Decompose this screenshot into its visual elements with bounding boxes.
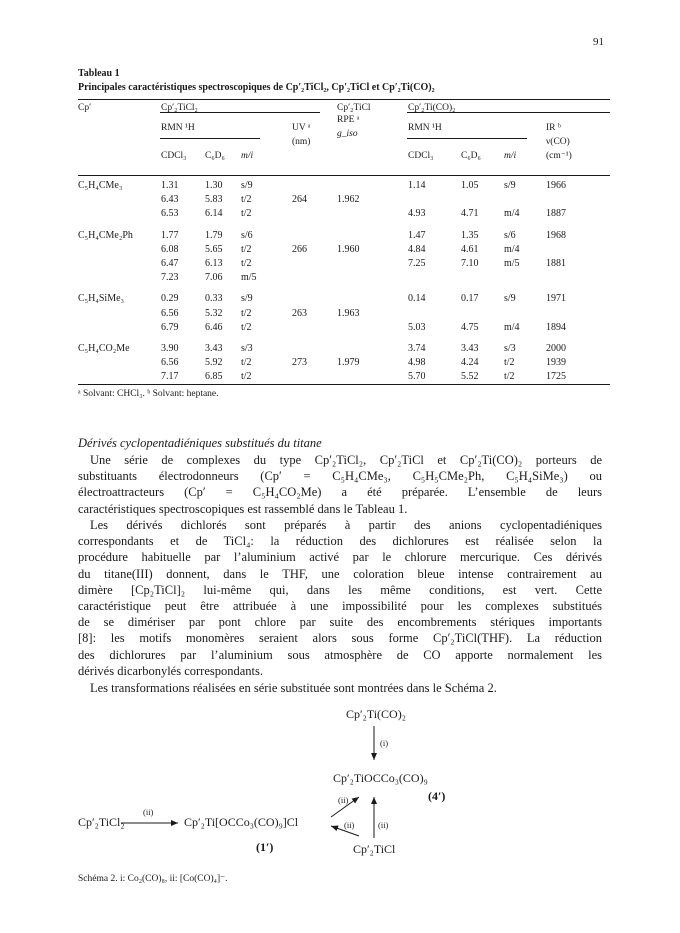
table-cell: 6.14: [205, 208, 223, 220]
table-row-label: C₅H₄CO₂Me: [78, 343, 130, 354]
table-cell: 5.92: [205, 357, 223, 369]
paragraph-line: caractéristique peut être attribuée à une impossibilité pour les complexes substitués: [78, 598, 602, 613]
scheme-center-compound: Cp′₂Ti[OCCo₃(CO)₉]Cl: [184, 815, 299, 829]
table-cell: 1.47: [408, 229, 426, 241]
table-cell: 4.24: [461, 357, 479, 369]
table-cell: 7.10: [461, 258, 479, 269]
table-cell: 0.14: [408, 293, 426, 305]
table-cell: 7.06: [205, 272, 223, 284]
table-cell: 7.23: [161, 272, 179, 284]
table-cell: 6.53: [161, 208, 179, 220]
table-cell: t/2: [241, 371, 252, 383]
paragraph-line: Les transformations réalisées en série substituée sont montrées dans le Schéma 2.: [90, 681, 497, 695]
table-cell: m/4: [504, 243, 520, 255]
header-cdcl3-b: CDCl₃: [408, 151, 434, 161]
header-rpe: RPE ᵃ: [337, 115, 360, 125]
table-cell: 1725: [546, 371, 566, 383]
table-cell: 1.79: [205, 229, 223, 241]
scheme-reagent-ii-up: (ii): [338, 795, 349, 805]
header-c6d6-b: C₆D₆: [461, 151, 481, 161]
table-footnote: ᵃ Solvant: CHCl₃. ᵇ Solvant: heptane.: [78, 389, 219, 399]
header-uv: UV ᵃ: [292, 123, 311, 133]
table-cell: 2000: [546, 343, 566, 354]
table-cell: 1.962: [337, 194, 360, 206]
header-cdcl3: CDCl₃: [161, 151, 187, 161]
table-cell: 5.32: [205, 307, 223, 319]
table-label: Tableau 1: [78, 68, 120, 79]
header-group3: Cp′₂Ti(CO)₂: [408, 103, 456, 113]
table-cell: t/2: [241, 258, 252, 269]
paragraph-line: du titane(III) donnent, dans le THF, une coloration bleue intense contrairement au: [78, 566, 602, 581]
table-cell: 5.03: [408, 321, 426, 333]
table-cell: 6.43: [161, 194, 179, 206]
scheme-mid-compound: Cp′₂TiOCCo₃(CO)₉: [333, 771, 428, 785]
table-cell: t/2: [241, 321, 252, 333]
table-cell: 6.85: [205, 371, 223, 383]
table-cell: 5.65: [205, 243, 223, 255]
table-cell: t/2: [504, 357, 515, 369]
table-cell: s/3: [504, 343, 516, 354]
scheme-reagent-ii-vertical: (ii): [378, 820, 389, 830]
table-cell: 264: [292, 194, 307, 206]
table-cell: s/3: [241, 343, 253, 354]
table-cell: 6.13: [205, 258, 223, 269]
paragraph-line: dérivés dicarbonylés correspondants.: [78, 663, 264, 678]
table-cell: 0.29: [161, 293, 179, 305]
header-ir-unit: (cm⁻¹): [546, 151, 572, 161]
page-number: 91: [593, 36, 604, 48]
table-cell: t/2: [504, 371, 515, 383]
scheme-reagent-ii-left: (ii): [143, 807, 154, 817]
table-cell: 6.79: [161, 321, 179, 333]
table-cell: 266: [292, 243, 307, 255]
table-cell: m/5: [504, 258, 520, 269]
table-row-label: C₅H₄SiMe₃: [78, 293, 125, 305]
table-cell: 4.61: [461, 243, 479, 255]
table-cell: 1971: [546, 293, 566, 305]
scheme-reagent-i: (i): [380, 738, 389, 748]
table-row-label: C₅H₄CMe₂Ph: [78, 229, 133, 241]
paragraph-line: des dichlorures par l’aluminium sous atmosphère de CO apporte normalement les: [78, 647, 602, 662]
table-cell: 1881: [546, 258, 566, 269]
table-cell: m/5: [241, 272, 257, 284]
paragraph-line: électroattracteurs (Cp′ = C₅H₄CO₂Me) a été préparée. L’ensemble de leurs: [78, 485, 602, 500]
section-title: Dérivés cyclopentadiéniques substitués du titane: [78, 436, 322, 450]
table-cell: 6.08: [161, 243, 179, 255]
table-cell: 7.17: [161, 371, 179, 383]
table-cell: 3.90: [161, 343, 179, 354]
table-cell: 3.43: [205, 343, 223, 354]
scheme-mid-label: (4′): [428, 789, 446, 803]
scheme-bottom-compound: Cp′₂TiCl: [353, 842, 396, 856]
header-rmn2: RMN ¹H: [408, 123, 442, 133]
header-giso: g_iso: [337, 129, 358, 139]
scheme-center-label: (1′): [256, 840, 274, 854]
table-cell: 0.33: [205, 293, 223, 305]
table-cell: 1966: [546, 180, 566, 191]
header-rmn: RMN ¹H: [161, 123, 195, 133]
paragraph-line: procédure habituelle par l’aluminium activé par le chlorure mercurique. Ces dérivés: [78, 550, 602, 565]
table-cell: 4.98: [408, 357, 426, 369]
table-cell: 1968: [546, 229, 566, 241]
table-cell: 1.14: [408, 180, 426, 191]
scheme-caption: Schéma 2. i: Co₂(CO)₈, ii: [Co(CO)₄]⁻.: [78, 874, 228, 884]
paragraph-line: correspondants et de TiCl₄: la réduction des dichlorures est réalisée selon la: [78, 534, 602, 549]
table-cell: s/9: [241, 180, 253, 191]
table-row-label: C₅H₄CMe₃: [78, 180, 123, 191]
table-cell: 1.31: [161, 180, 179, 191]
table-cell: 5.70: [408, 371, 426, 383]
table-cell: 5.52: [461, 371, 479, 383]
header-uv-unit: (nm): [292, 137, 311, 147]
table-cell: 1939: [546, 357, 566, 369]
table-cell: 5.83: [205, 194, 223, 206]
paragraph-line: de se dimériser par pont chlore par suite des encombrements stériques importants: [78, 615, 602, 630]
table-caption: Principales caractéristiques spectroscopiques de Cp′₂TiCl₂, Cp′₂TiCl et Cp′₂Ti(CO)₂: [78, 82, 435, 93]
header-ir: IR ᵇ: [546, 123, 561, 133]
table-cell: 273: [292, 357, 307, 369]
table-cell: 3.74: [408, 343, 426, 354]
table-cell: 4.75: [461, 321, 479, 333]
table-cell: 6.47: [161, 258, 179, 269]
header-mi: m/i: [241, 151, 254, 161]
table-cell: s/6: [241, 229, 253, 241]
table-cell: 1.77: [161, 229, 179, 241]
table-cell: 3.43: [461, 343, 479, 354]
table-cell: m/4: [504, 208, 520, 220]
header-group1: Cp′₂TiCl₂: [161, 103, 198, 113]
table-cell: t/2: [241, 243, 252, 255]
table-cell: s/6: [504, 229, 516, 241]
table-cell: t/2: [241, 194, 252, 206]
table-cell: 4.71: [461, 208, 479, 220]
paragraph-line: Une série de complexes du type Cp′₂TiCl₂, Cp′₂TiCl et Cp′₂Ti(CO)₂ porteurs de: [90, 453, 602, 467]
table-cell: 1.05: [461, 180, 479, 191]
paragraph-line: Les dérivés dichlorés sont préparés à partir des anions cyclopentadiéniques: [90, 518, 602, 532]
table-cell: 1.979: [337, 357, 360, 369]
header-group2: Cp′₂TiCl: [337, 103, 371, 113]
paragraph-line: dimère [Cp₂TiCl]₂ lui-même qui, dans les même conditions, est vert. Cette: [78, 582, 602, 597]
table-cell: 4.84: [408, 243, 426, 255]
scheme-top-compound: Cp′₂Ti(CO)₂: [346, 707, 406, 721]
table-cell: 4.93: [408, 208, 426, 220]
table-cell: s/9: [504, 180, 516, 191]
table-cell: 1894: [546, 321, 566, 333]
table-cell: 7.25: [408, 258, 426, 269]
paragraph-line: [8]: les motifs monomères seraient alors sous forme Cp′₂TiCl(THF). La réduction: [78, 631, 602, 646]
table-cell: 0.17: [461, 293, 479, 305]
scheme-reagent-ii-down: (ii): [344, 820, 355, 830]
paragraph-line: caractéristiques spectroscopiques est rassemblé dans le Tableau 1.: [78, 501, 408, 516]
table-cell: s/9: [241, 293, 253, 305]
table-cell: 6.56: [161, 357, 179, 369]
table-cell: 6.56: [161, 307, 179, 319]
table-cell: 1.963: [337, 307, 360, 319]
header-cp: Cp′: [78, 103, 92, 113]
scheme-left-compound: Cp′₂TiCl₂: [78, 815, 125, 829]
table-cell: 263: [292, 307, 307, 319]
table-cell: t/2: [241, 307, 252, 319]
table-cell: 1.30: [205, 180, 223, 191]
header-mi-b: m/i: [504, 151, 517, 161]
table-cell: m/4: [504, 321, 520, 333]
table-cell: 1.35: [461, 229, 479, 241]
table-cell: 1887: [546, 208, 566, 220]
table-cell: s/9: [504, 293, 516, 305]
header-ir-sub: ν(CO): [546, 137, 570, 147]
paragraph-line: substituants électrodonneurs (Cp′ = C₅H₄CMe₃, C₅H₅CMe₂Ph, C₅H₄SiMe₃) ou: [78, 469, 602, 484]
table-cell: t/2: [241, 357, 252, 369]
table-cell: t/2: [241, 208, 252, 220]
table-cell: 6.46: [205, 321, 223, 333]
header-c6d6: C₆D₆: [205, 151, 225, 161]
table-cell: 1.960: [337, 243, 360, 255]
